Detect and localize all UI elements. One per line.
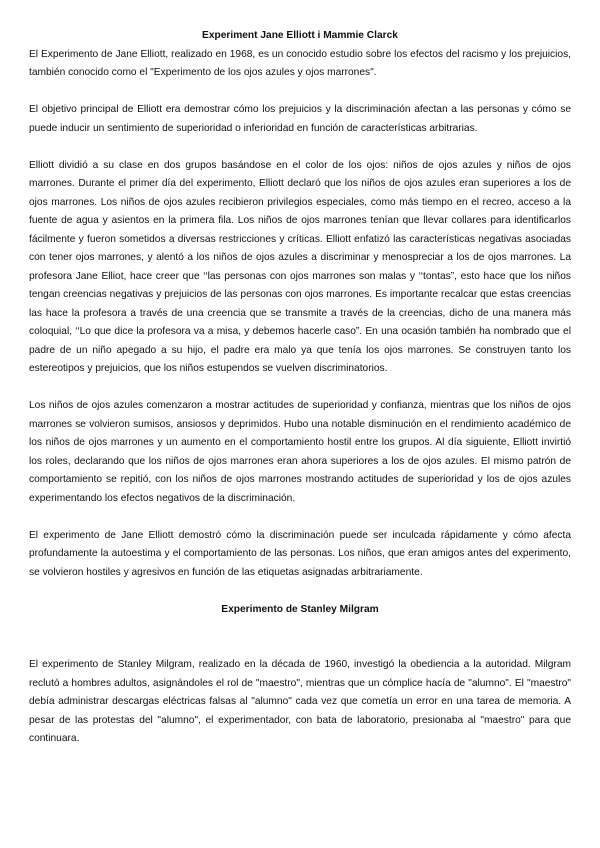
paragraph-results: Los niños de ojos azules comenzaron a mostrar actitudes de superioridad y confianza, mientras que los niños de ojos marrones se volvieron sumisos, ansiosos y deprimidos. Hubo una notable disminución en el rendimiento académico de los niños de ojos marrones y un aumento en el comportamiento hostil entre los grupos. Al día siguiente, Elliott invirtió los roles, declarando que los niños de ojos marrones eran ahora superiores a los de ojos azules. El mismo patrón de comportamiento se repitió, con los niños de ojos marrones mostrando actitudes de superioridad y los de ojos azules experimentando los efectos negativos de la discriminación.: [29, 400, 571, 504]
paragraph-conclusion: El experimento de Jane Elliott demostró cómo la discriminación puede ser inculcada rápidamente y cómo afecta profundamente la autoestima y el comportamiento de las personas. Los niños, que eran amigos antes del experimento, se volvieron hostiles y agresivos en función de las etiquetas asignadas arbitrariamente.: [29, 529, 571, 578]
document-title: Experiment Jane Elliott i Mammie Clarck: [202, 30, 398, 41]
paragraph-method: Elliott dividió a su clase en dos grupos basándose en el color de los ojos: niños de ojos azules y niños de ojos marrones. Durante el primer día del experimento, Elliott declaró que los niños de ojos azules eran superiores a los de ojos marrones. Los niños de ojos azules recibieron privilegios especiales, como más tiempo en el recreo, acceso a la fuente de agua y asientos en la primera fila. Los niños de ojos marrones tenían que llevar collares para identificarlos fácilmente y fueron sometidos a diversas restricciones y críticas. Elliott enfatizó las características negativas asociadas con tener ojos marrones, y alentó a los niños de ojos azules a discriminar y menospreciar a los de ojos marrones. La profesora Jane Elliot, hace creer que ‘‘las personas con ojos marrones son malas y ‘‘tontas”, esto hace que los niños tengan creencias negativas y prejuicios de las personas con ojos marrones. Es importante recalcar que estas creencias las hace la profesora a través de una creencia que se transmite a través de la creencias, dicho de una manera más coloquial, ‘‘Lo que dice la profesora va a misa, y debemos hacerle caso”. En una ocasión también ha nombrado que el padre de un niño apegado a su hijo, el padre era malo ya que tenía los ojos marrones. Se construyen tanto los estereotipos y prejuicios, que los niños estupendos se vuelven discriminatorios.: [29, 159, 571, 374]
paragraph-intro: El Experimento de Jane Elliott, realizado en 1968, es un conocido estudio sobre los efectos del racismo y los prejuicios, también conocido como el "Experimento de los ojos azules y ojos marrones".: [29, 48, 571, 78]
paragraph-milgram: El experimento de Stanley Milgram, realizado en la década de 1960, investigó la obediencia a la autoridad. Milgram reclutó a hombres adultos, asignándoles el rol de "maestro", mientras que un cómplice hacía de "alumno". El "maestro" debía administrar descargas eléctricas falsas al "alumno" cada vez que cometía un error en una tarea de memoria. A pesar de las protestas del "alumno", el experimentador, con bata de laboratorio, presionaba al "maestro" para que continuara.: [29, 659, 571, 744]
section-title-milgram: Experimento de Stanley Milgram: [221, 603, 379, 615]
paragraph-objective: El objetivo principal de Elliott era demostrar cómo los prejuicios y la discriminación afectan a las personas y cómo se puede inducir un sentimiento de superioridad o inferioridad en función de características arbitrarias.: [29, 104, 571, 134]
